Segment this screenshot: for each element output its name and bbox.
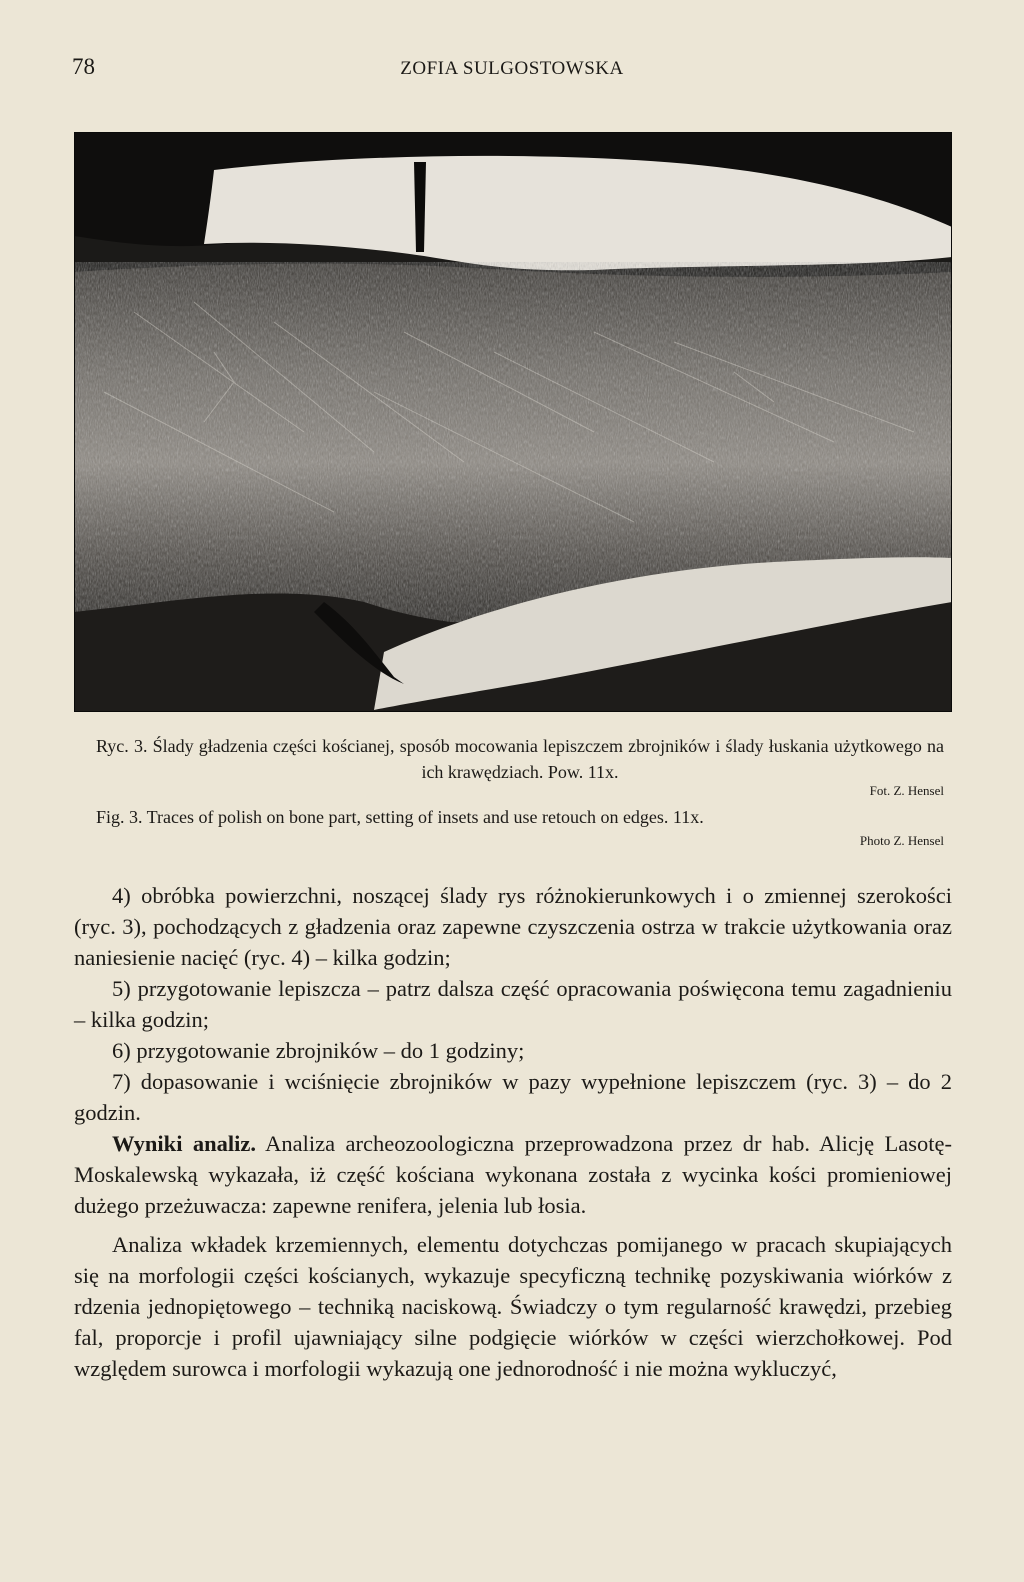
photo-credit-en: Photo Z. Hensel	[859, 833, 944, 848]
page-number: 78	[72, 54, 95, 79]
figure-caption-en: Fig. 3. Traces of polish on bone part, setting of insets and use retouch on edges. 11x.	[96, 807, 704, 827]
figure-caption-pl: Ryc. 3. Ślady gładzenia części kościanej, sposób mocowania lepiszczem zbrojników i ślady łuskania użytkowego na ich krawędziach. Pow. 11x.	[96, 736, 944, 782]
figure-photo	[74, 132, 952, 712]
list-item-7: 7) dopasowanie i wciśnięcie zbrojników w pazy wypełnione lepiszczem (ryc. 3) – do 2 godzin.	[74, 1069, 952, 1125]
body-text	[74, 880, 952, 1384]
results-text: Analiza archeozoologiczna przeprowadzona przez dr hab. Alicję Lasotę-Moskalewską wykazała, iż część kościana wykonana została z wycinka kości promieniowej dużego przeżuwacza: zapewne renifera, jelenia lub łosia.	[74, 1131, 953, 1218]
list-item-6: 6) przygotowanie zbrojników – do 1 godziny;	[112, 1038, 525, 1063]
photo-credit-pl: Fot. Z. Hensel	[869, 783, 944, 798]
list-item-5: 5) przygotowanie lepiszcza – patrz dalsza część opracowania poświęcona temu zagadnieniu – kilka godzin;	[74, 976, 952, 1032]
results-paragraph	[74, 1128, 952, 1221]
paragraph-2: Analiza wkładek krzemiennych, elementu dotychczas pomijanego w pracach skupiających się na morfologii części kościanych, wykazuje specyficzną technikę pozyskiwania wiórków z rdzenia jednopiętowego – techniką naciskową. Świadczy o tym regularność krawędzi, przebieg fal, proporcje i profil ujawniający silne podgięcie wiórków w części wierzchołkowej. Pod względem surowca i morfologii wykazują one jednorodność i nie można wykluczyć,	[74, 1232, 952, 1381]
running-head: ZOFIA SULGOSTOWSKA	[400, 58, 624, 79]
results-heading: Wyniki analiz.	[112, 1131, 256, 1156]
list-item-4: 4) obróbka powierzchni, noszącej ślady rys różnokierunkowych i o zmiennej szerokości (ryc. 3), pochodzących z gładzenia oraz zapewne czyszczenia ostrza w trakcie użytkowania oraz naniesienie nacięć (ryc. 4) – kilka godzin;	[74, 883, 952, 970]
